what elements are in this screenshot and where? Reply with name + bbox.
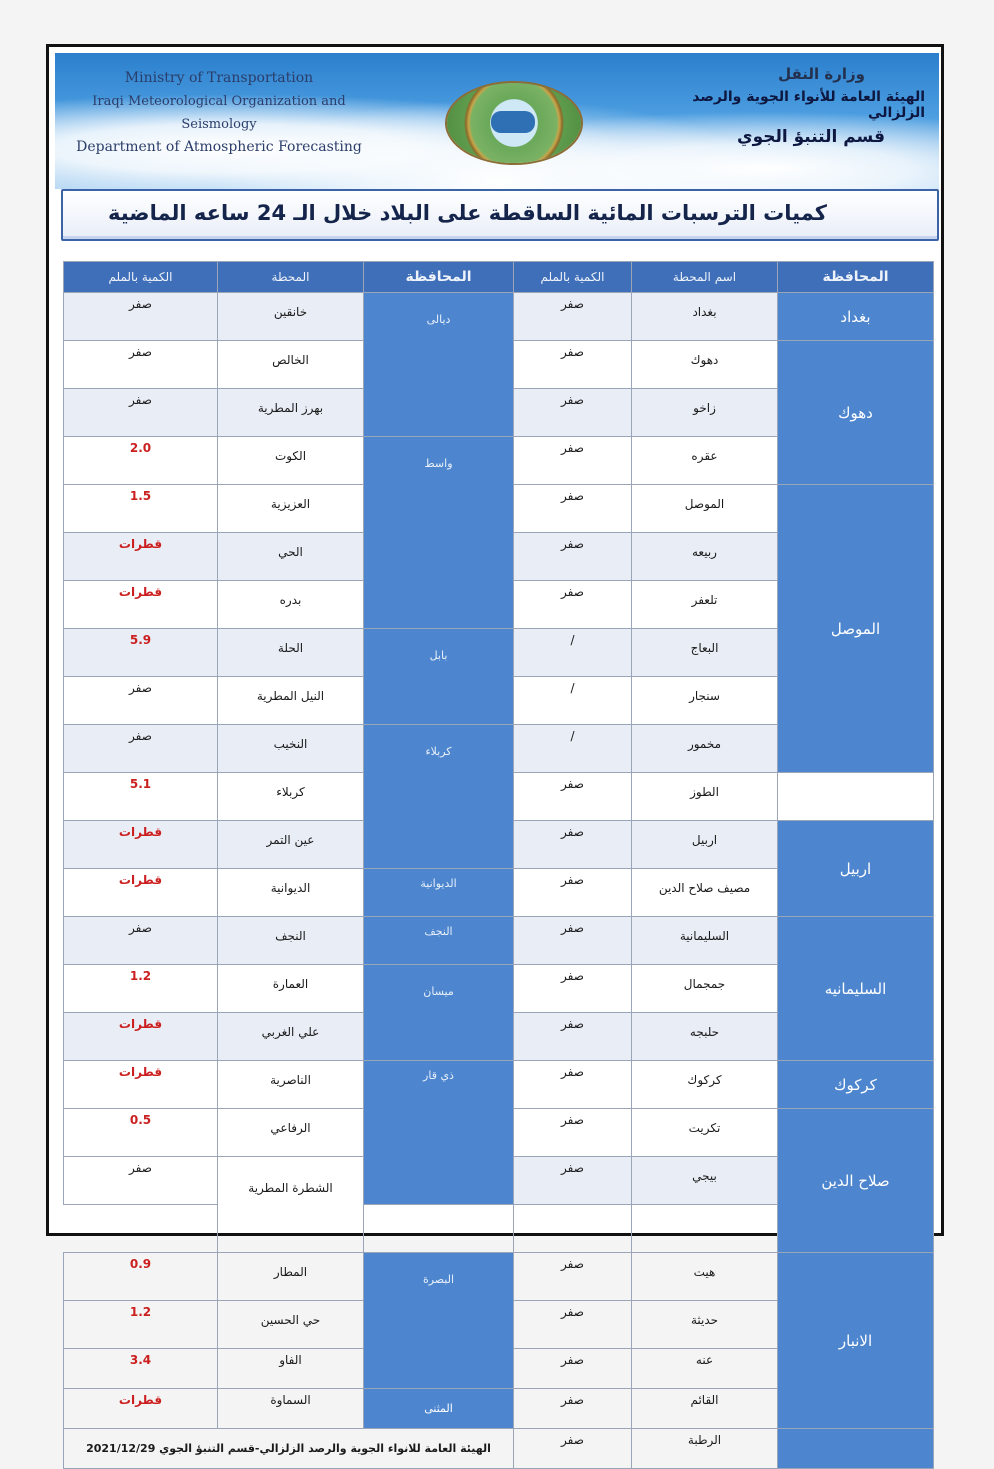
right-amount-cell: صفر [514, 1301, 632, 1349]
table-row [64, 917, 934, 965]
right-gov-cell: الموصل [778, 485, 934, 773]
right-amount-cell: صفر [514, 917, 632, 965]
right-station-cell: حلبجه [632, 1013, 778, 1061]
right-station-cell: السليمانية [632, 917, 778, 965]
right-station-cell [632, 1205, 778, 1253]
col-header-right-amount: الكمية بالملم [514, 262, 632, 293]
left-amount-cell: 1.5 [64, 485, 218, 533]
left-amount-cell: صفر [64, 293, 218, 341]
title-bar [61, 189, 939, 241]
bulletin-page [46, 44, 944, 1455]
left-gov-cell: بابل [364, 629, 514, 725]
left-amount-cell: قطرات [64, 581, 218, 629]
left-station-cell: الرفاعي [218, 1109, 364, 1157]
right-amount-cell: صفر [514, 1429, 632, 1469]
right-amount-cell: / [514, 725, 632, 773]
header-banner [55, 53, 939, 189]
right-station-cell: بيجي [632, 1157, 778, 1205]
right-amount-cell: صفر [514, 341, 632, 389]
right-station-cell: دهوك [632, 341, 778, 389]
ministry-english: Ministry of Transportation [124, 70, 314, 86]
arabic-header [645, 65, 925, 147]
organization-english: Iraqi Meteorological Organization and Seismology [92, 94, 346, 132]
left-amount-cell: 5.9 [64, 629, 218, 677]
right-amount-cell: صفر [514, 1349, 632, 1389]
left-amount-cell: 1.2 [64, 1301, 218, 1349]
left-gov-cell: ديالى [364, 293, 514, 437]
left-station-cell: الحلة [218, 629, 364, 677]
right-gov-cell: بغداد [778, 293, 934, 341]
right-amount-cell: صفر [514, 821, 632, 869]
right-station-cell: هيت [632, 1253, 778, 1301]
left-gov-cell: المثنى [364, 1389, 514, 1429]
left-station-cell: الشطرة المطرية [218, 1157, 364, 1253]
right-amount-cell: صفر [514, 437, 632, 485]
right-gov-cell: صلاح الدين [778, 1109, 934, 1253]
right-station-cell: مصيف صلاح الدين [632, 869, 778, 917]
right-amount-cell: صفر [514, 581, 632, 629]
right-station-cell: مخمور [632, 725, 778, 773]
right-amount-cell: صفر [514, 965, 632, 1013]
left-station-cell: العزيزية [218, 485, 364, 533]
left-station-cell: النجف [218, 917, 364, 965]
left-station-cell: علي الغربي [218, 1013, 364, 1061]
left-amount-cell: قطرات [64, 821, 218, 869]
left-station-cell: الخالص [218, 341, 364, 389]
right-station-cell: عنه [632, 1349, 778, 1389]
col-header-left-station: المحطة [218, 262, 364, 293]
left-station-cell: المطار [218, 1253, 364, 1301]
col-header-left-gov: المحافظة [364, 262, 514, 293]
left-gov-cell: البصرة [364, 1253, 514, 1389]
right-amount-cell: صفر [514, 1389, 632, 1429]
left-amount-cell: 5.1 [64, 773, 218, 821]
left-gov-cell: النجف [364, 917, 514, 965]
left-gov-cell: كربلاء [364, 725, 514, 869]
right-station-cell: سنجار [632, 677, 778, 725]
left-amount-cell: 3.4 [64, 1349, 218, 1389]
left-amount-cell: صفر [64, 677, 218, 725]
table-row [64, 1061, 934, 1109]
col-header-right-gov: المحافظة [778, 262, 934, 293]
left-station-cell: عين التمر [218, 821, 364, 869]
left-station-cell: الحي [218, 533, 364, 581]
left-station-cell: خانقين [218, 293, 364, 341]
left-station-cell: العمارة [218, 965, 364, 1013]
left-amount-cell: قطرات [64, 869, 218, 917]
right-amount-cell: صفر [514, 1109, 632, 1157]
right-station-cell: جمجمال [632, 965, 778, 1013]
cloud-icon [491, 111, 535, 133]
col-header-left-amount: الكمية بالملم [64, 262, 218, 293]
left-amount-cell: 2.0 [64, 437, 218, 485]
left-amount-cell: صفر [64, 725, 218, 773]
right-station-cell: عقره [632, 437, 778, 485]
department-arabic: قسم التنبؤ الجوي [737, 127, 885, 147]
right-amount-cell: صفر [514, 773, 632, 821]
left-gov-cell: ذي قار [364, 1061, 514, 1205]
left-station-cell: حي الحسين [218, 1301, 364, 1349]
right-station-cell: الموصل [632, 485, 778, 533]
left-station-cell: بهرز المطرية [218, 389, 364, 437]
english-header [69, 67, 369, 159]
right-amount-cell: صفر [514, 869, 632, 917]
left-gov-cell: الديوانية [364, 869, 514, 917]
organization-arabic: الهيئة العامة للأنواء الجوية والرصد الزلزالي [692, 89, 925, 121]
footer-note: الهيئة العامة للانواء الجوية والرصد الزلزالي-قسم التنبؤ الجوي 2021/12/29 [64, 1429, 514, 1469]
right-amount-cell: صفر [514, 485, 632, 533]
left-amount-cell: صفر [64, 1157, 218, 1205]
right-station-cell: الطوز [632, 773, 778, 821]
right-amount-cell: صفر [514, 1157, 632, 1205]
rainfall-table [63, 261, 934, 1469]
right-gov-cell: الانبار [778, 1253, 934, 1429]
left-gov-cell: ميسان [364, 965, 514, 1061]
left-amount-cell: قطرات [64, 1389, 218, 1429]
department-english: Department of Atmospheric Forecasting [76, 139, 362, 155]
left-amount-cell: قطرات [64, 533, 218, 581]
left-amount-cell: قطرات [64, 1013, 218, 1061]
table-header-row [64, 262, 934, 293]
right-amount-cell: / [514, 677, 632, 725]
left-station-cell: الديوانية [218, 869, 364, 917]
right-amount-cell: صفر [514, 389, 632, 437]
left-amount-cell: 0.5 [64, 1109, 218, 1157]
left-station-cell: بدره [218, 581, 364, 629]
right-gov-cell-empty [778, 773, 934, 821]
left-station-cell: الناصرية [218, 1061, 364, 1109]
left-amount-cell: صفر [64, 341, 218, 389]
left-amount-cell: 0.9 [64, 1253, 218, 1301]
right-station-cell: بغداد [632, 293, 778, 341]
right-amount-cell: صفر [514, 533, 632, 581]
left-amount-cell: قطرات [64, 1061, 218, 1109]
left-station-cell: الفاو [218, 1349, 364, 1389]
table-row [64, 1429, 934, 1469]
col-header-right-station: اسم المحطة [632, 262, 778, 293]
left-amount-cell-empty [364, 1205, 514, 1253]
organization-logo [447, 83, 581, 163]
right-station-cell: الرطبة [632, 1429, 778, 1469]
right-station-cell: حديثة [632, 1301, 778, 1349]
left-station-cell: النخيب [218, 725, 364, 773]
right-station-cell: كركوك [632, 1061, 778, 1109]
table-row [64, 293, 934, 341]
right-station-cell: تكريت [632, 1109, 778, 1157]
right-amount-cell: صفر [514, 1013, 632, 1061]
right-station-cell: ربيعه [632, 533, 778, 581]
right-station-cell: البعاج [632, 629, 778, 677]
right-amount-cell [514, 1205, 632, 1253]
left-station-cell: الكوت [218, 437, 364, 485]
page-title: كميات الترسبات المائية الساقطة على البلاد خلال الـ 24 ساعه الماضية [107, 201, 827, 225]
left-gov-cell: واسط [364, 437, 514, 629]
right-gov-cell: اربيل [778, 821, 934, 917]
right-station-cell: زاخو [632, 389, 778, 437]
right-amount-cell: صفر [514, 1253, 632, 1301]
right-amount-cell: صفر [514, 1061, 632, 1109]
right-amount-cell: / [514, 629, 632, 677]
right-station-cell: اربيل [632, 821, 778, 869]
right-gov-cell-empty [778, 1429, 934, 1469]
left-amount-cell: صفر [64, 389, 218, 437]
left-station-cell: كربلاء [218, 773, 364, 821]
left-amount-cell: صفر [64, 917, 218, 965]
left-station-cell: السماوة [218, 1389, 364, 1429]
rainfall-table-wrap [63, 261, 933, 1469]
table-row [64, 1253, 934, 1301]
right-gov-cell: كركوك [778, 1061, 934, 1109]
right-amount-cell: صفر [514, 293, 632, 341]
ministry-arabic: وزارة النقل [778, 65, 865, 83]
right-gov-cell: دهوك [778, 341, 934, 485]
right-gov-cell: السليمانيه [778, 917, 934, 1061]
right-station-cell: تلعفر [632, 581, 778, 629]
left-station-cell: النيل المطرية [218, 677, 364, 725]
left-amount-cell: 1.2 [64, 965, 218, 1013]
right-station-cell: القائم [632, 1389, 778, 1429]
